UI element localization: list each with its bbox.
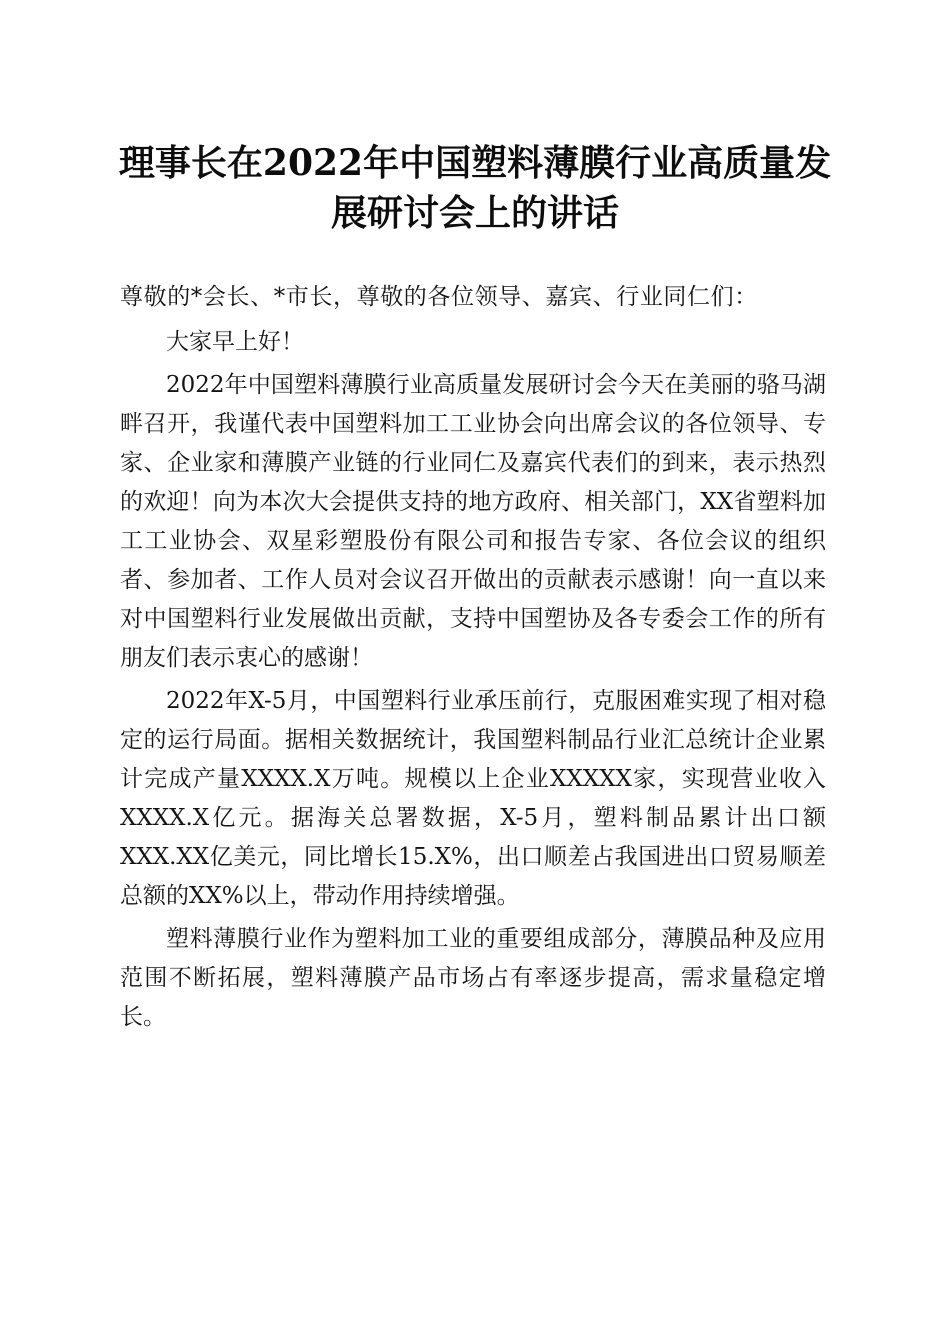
document-title: 理事长在2022年中国塑料薄膜行业高质量发展研讨会上的讲话 [118,142,832,234]
greeting: 大家早上好！ [166,329,304,355]
document-body [120,278,826,1037]
salutation: 尊敬的*会长、*市长，尊敬的各位领导、嘉宾、行业同仁们： [120,284,758,310]
paragraph-2: 2022年X-5月，中国塑料行业承压前行，克服困难实现了相对稳定的运行局面。据相关数据统计，我国塑料制品行业汇总统计企业累计完成产量XXXX.X万吨。规模以上企业XXXXX家，实现营业收入XXXX.X亿元。据海关总署数据，X-5月，塑料制品累计出口额XXX.XX亿美元，同比增长15.X%，出口顺差占我国进出口贸易顺差总额的XX%以上，带动作用持续增强。 [120,688,826,909]
paragraph-3: 塑料薄膜行业作为塑料加工业的重要组成部分，薄膜品种及应用范围不断拓展，塑料薄膜产品市场占有率逐步提高，需求量稳定增长。 [120,926,826,1030]
paragraph-1: 2022年中国塑料薄膜行业高质量发展研讨会今天在美丽的骆马湖畔召开，我谨代表中国塑料加工工业协会向出席会议的各位领导、专家、企业家和薄膜产业链的行业同仁及嘉宾代表们的到来，表示热烈的欢迎！向为本次大会提供支持的地方政府、相关部门，XX省塑料加工工业协会、双星彩塑股份有限公司和报告专家、各位会议的组织者、参加者、工作人员对会议召开做出的贡献表示感谢！向一直以来对中国塑料行业发展做出贡献，支持中国塑协及各专委会工作的所有朋友们表示衷心的感谢！ [120,372,826,671]
